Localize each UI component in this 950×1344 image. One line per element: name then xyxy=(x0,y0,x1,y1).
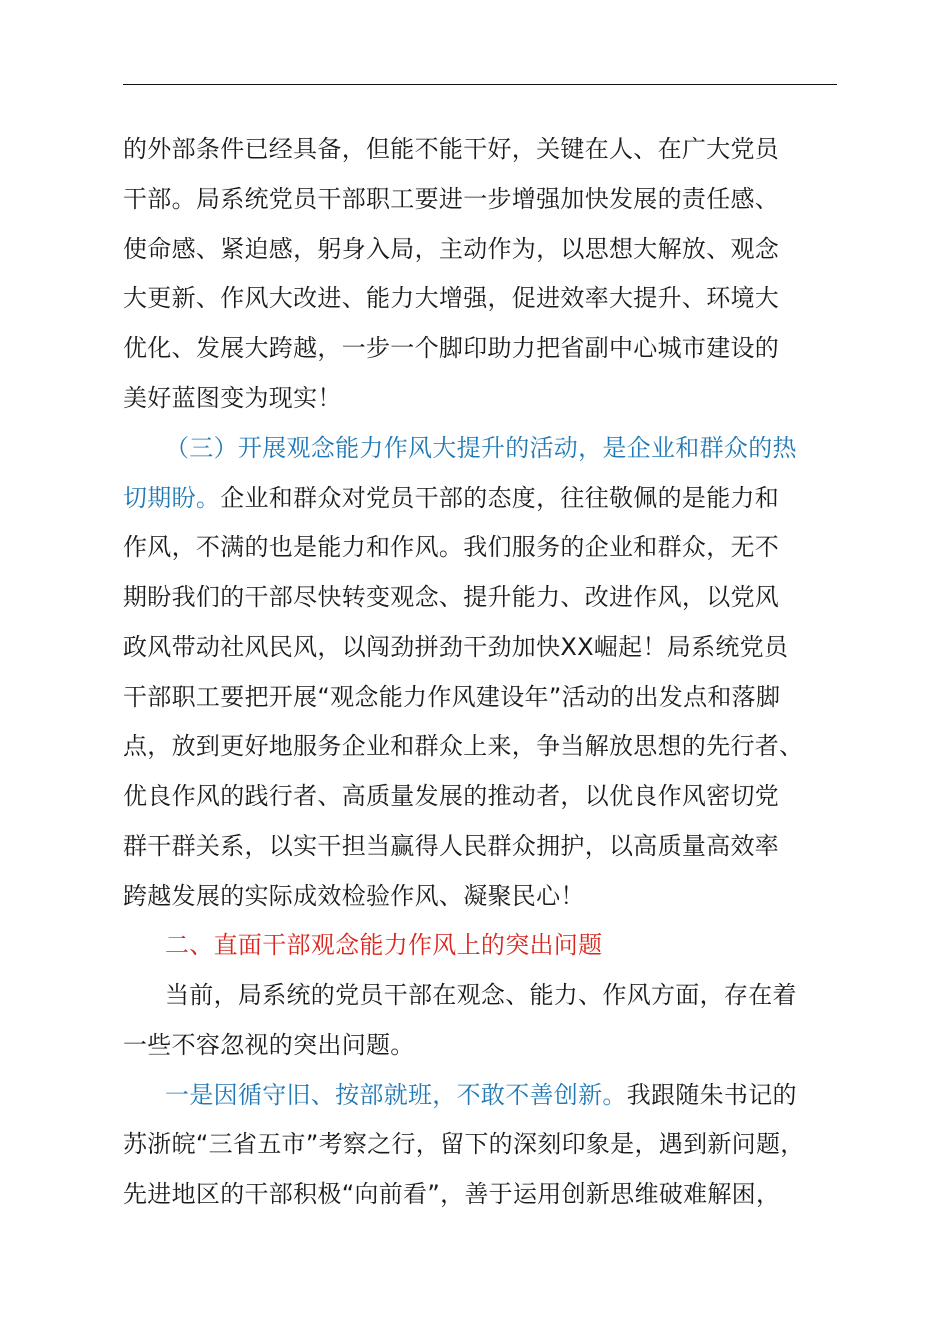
body-line: 期盼我们的干部尽快转变观念、提升能力、改进作风，以党风 xyxy=(123,583,780,611)
header-rule xyxy=(123,84,837,85)
body-line xyxy=(165,1075,950,1115)
body-text: 我跟随朱书记的 xyxy=(626,1081,797,1109)
body-line: 干部。局系统党员干部职工要进一步增强加快发展的责任感、 xyxy=(123,185,780,213)
body-line: 群干群关系，以实干担当赢得人民群众拥护，以高质量高效率 xyxy=(123,832,780,860)
section-heading-3: （三）开展观念能力作风大提升的活动，是企业和群众的热 xyxy=(165,434,797,462)
body-line: 优化、发展大跨越，一步一个脚印助力把省副中心城市建设的 xyxy=(123,334,780,362)
body-line: 作风，不满的也是能力和作风。我们服务的企业和群众，无不 xyxy=(123,533,780,561)
body-line: 点，放到更好地服务企业和群众上来，争当解放思想的先行者、 xyxy=(123,732,804,760)
body-line: 跨越发展的实际成效检验作风、凝聚民心！ xyxy=(123,882,585,910)
section-heading-2: 二、直面干部观念能力作风上的突出问题 xyxy=(165,931,603,959)
body-line: 美好蓝图变为现实！ xyxy=(123,384,342,412)
body-text: 企业和群众对党员干部的态度，往往敬佩的是能力和 xyxy=(220,484,780,512)
body-line: 干部职工要把开展“观念能力作风建设年”活动的出发点和落脚 xyxy=(123,683,781,711)
highlight-text: 一是因循守旧、按部就班，不敢不善创新。 xyxy=(165,1081,627,1109)
body-line xyxy=(123,478,950,518)
body-line: 政风带动社风民风，以闯劲拼劲干劲加快XX崛起！局系统党员 xyxy=(123,633,789,661)
body-line: 使命感、紧迫感，躬身入局，主动作为，以思想大解放、观念 xyxy=(123,235,780,263)
body-line: 苏浙皖“三省五市”考察之行，留下的深刻印象是，遇到新问题， xyxy=(123,1130,805,1158)
body-line: 大更新、作风大改进、能力大增强，促进效率大提升、环境大 xyxy=(123,284,780,312)
body-line: 当前，局系统的党员干部在观念、能力、作风方面，存在着 xyxy=(165,981,797,1009)
highlight-text: 切期盼。 xyxy=(123,484,221,512)
body-line: 先进地区的干部积极“向前看”，善于运用创新思维破难解困， xyxy=(123,1180,781,1208)
body-line: 一些不容忽视的突出问题。 xyxy=(123,1031,415,1059)
body-line: 的外部条件已经具备，但能不能干好，关键在人、在广大党员 xyxy=(123,135,780,163)
body-line: 优良作风的践行者、高质量发展的推动者，以优良作风密切党 xyxy=(123,782,780,810)
